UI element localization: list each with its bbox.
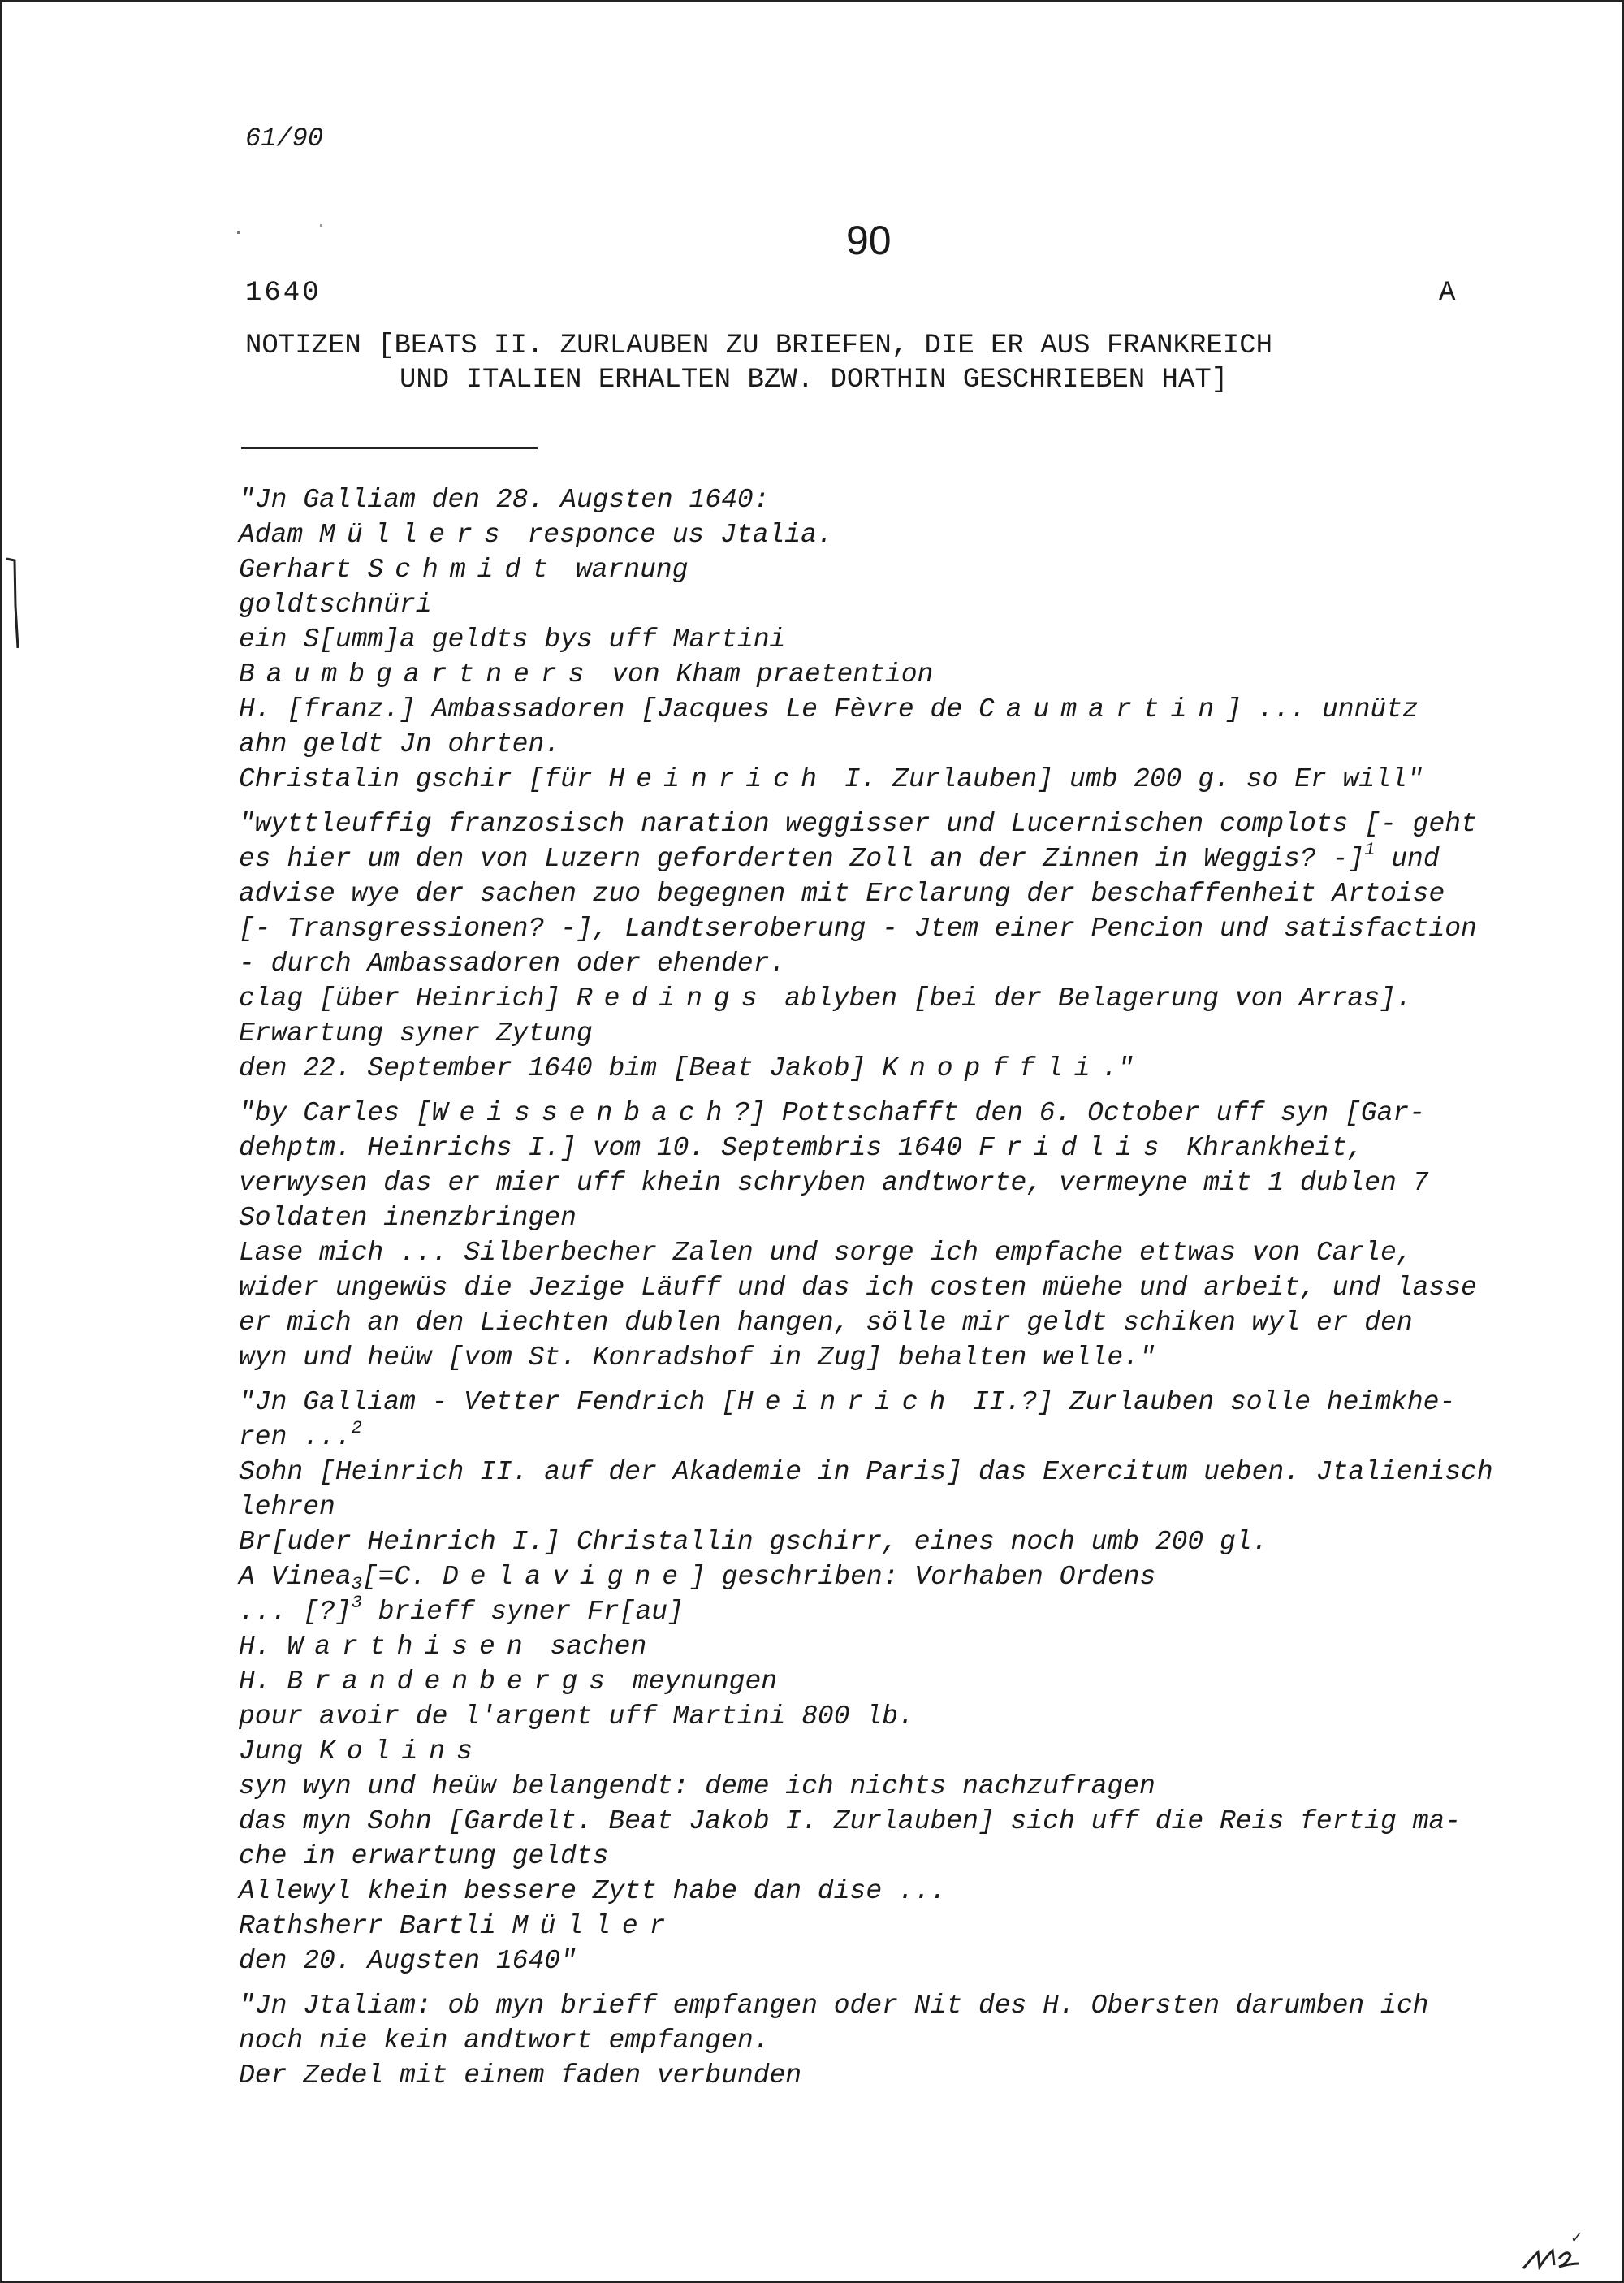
- document-letter: A: [1439, 278, 1456, 309]
- text-line: H. Warthisen sachen: [239, 1632, 647, 1662]
- text-line: "by Carles [Weissenbach?] Pottschafft den 6. October uff syn [Gar-: [239, 1098, 1426, 1128]
- text-line: Christalin gschir [für Heinrich I. Zurlauben] umb 200 g. so Er will": [239, 764, 1423, 794]
- paragraph-1: [239, 482, 1554, 797]
- spaced-name: Müller: [512, 1911, 677, 1941]
- text-line: Rathsherr Bartli Müller: [239, 1911, 677, 1941]
- spaced-name: Knopffli: [882, 1053, 1102, 1083]
- footnote-marker: 3: [351, 1593, 362, 1613]
- text-line: Lase mich ... Silberbecher Zalen und sorge ich empfache ettwas von Carle,: [239, 1238, 1413, 1268]
- text-line: wider ungewüs die Jezige Läuff und das ich costen müehe und arbeit, und lasse: [239, 1273, 1477, 1303]
- spaced-name: Fridlis: [978, 1133, 1171, 1163]
- text-line: ren ...$^2$: [239, 1418, 362, 1452]
- text-line: [- Transgressionen? -], Landtseroberung - Jtem einer Pencion und satisfaction: [239, 914, 1477, 944]
- text-line: advise wye der sachen zuo begegnen mit Erclarung der beschaffenheit Artoise: [239, 879, 1445, 909]
- text-line: den 22. September 1640 bim [Beat Jakob] Knopffli.": [239, 1053, 1134, 1083]
- footnote-marker: 2: [351, 1418, 362, 1438]
- text-line: Gerhart Schmidt warnung: [239, 555, 689, 585]
- text-line: Soldaten inenzbringen: [239, 1203, 577, 1233]
- spaced-name: Schmidt: [367, 555, 560, 585]
- spaced-name: Heinrich: [736, 1387, 957, 1417]
- text-line: Jung Kolins: [239, 1736, 484, 1766]
- text-line: clag [über Heinrich] Redings ablyben [bei der Belagerung von Arras].: [239, 984, 1412, 1014]
- page-number: 90: [846, 218, 892, 263]
- paragraph-4: [239, 1385, 1554, 1978]
- reference-number: 61/90: [245, 123, 324, 153]
- text-line: A Vinea$_3$[=C. Delavigne] geschriben: Vorhaben Ordens: [239, 1562, 1156, 1594]
- text-line: Adam Müllers responce us Jtalia.: [239, 520, 833, 550]
- text-line: "wyttleuffig franzosisch naration weggisser und Lucernischen complots [- geht: [239, 809, 1477, 839]
- text-line: goldtschnüri: [239, 590, 432, 620]
- spaced-name: Müllers: [319, 520, 512, 550]
- title-rule: [241, 447, 538, 449]
- spaced-name: Brandenbergs: [287, 1667, 617, 1697]
- text-line: "Jn Galliam den 28. Augsten 1640:: [239, 485, 770, 515]
- paragraph-2: [239, 806, 1554, 1086]
- text-line: ... [?]$^3$ brieff syner Fr[au]: [239, 1593, 684, 1627]
- scan-speck: [237, 231, 240, 234]
- document-body: [239, 482, 1554, 2093]
- text-line: Erwartung syner Zytung: [239, 1018, 593, 1049]
- text-line: noch nie kein andtwort empfangen.: [239, 2026, 770, 2056]
- spaced-name: Heinrich: [608, 764, 828, 794]
- text-line: Allewyl khein bessere Zytt habe dan dise ...: [239, 1876, 947, 1906]
- text-line: H. Brandenbergs meynungen: [239, 1667, 778, 1697]
- text-line: es hier um den von Luzern geforderten Zoll an der Zinnen in Weggis? -]$^1$ und: [239, 840, 1440, 874]
- text-line: "Jn Galliam - Vetter Fendrich [Heinrich II.?] Zurlauben solle heimkhe-: [239, 1387, 1456, 1417]
- document-title-line-2: UND ITALIEN ERHALTEN BZW. DORTHIN GESCHRIEBEN HAT]: [400, 365, 1229, 396]
- spaced-name: Caumartin: [978, 694, 1226, 724]
- spaced-name: Redings: [576, 984, 769, 1014]
- document-title-line-1: NOTIZEN [BEATS II. ZURLAUBEN ZU BRIEFEN, DIE ER AUS FRANKREICH: [245, 331, 1273, 361]
- text-line: das myn Sohn [Gardelt. Beat Jakob I. Zurlauben] sich uff die Reis fertig ma-: [239, 1806, 1462, 1836]
- text-line: Baumbgartners von Kham praetention: [239, 659, 934, 690]
- text-line: lehren: [239, 1492, 335, 1522]
- text-line: H. [franz.] Ambassadoren [Jacques Le Fèvre de Caumartin] ... unnütz: [239, 694, 1419, 724]
- spaced-name: Baumbgartners: [239, 659, 596, 690]
- text-line: dehptm. Heinrichs I.] vom 10. Septembris 1640 Fridlis Khrankheit,: [239, 1133, 1364, 1163]
- text-line: den 20. Augsten 1640": [239, 1946, 577, 1976]
- text-line: Sohn [Heinrich II. auf der Akademie in Paris] das Exercitum ueben. Jtalienisch: [239, 1457, 1493, 1487]
- paragraph-5: [239, 1988, 1554, 2093]
- text-line: verwysen das er mier uff khein schryben andtworte, vermeyne mit 1 dublen 7: [239, 1168, 1429, 1198]
- text-line: ahn geldt Jn ohrten.: [239, 729, 561, 759]
- text-line: pour avoir de l'argent uff Martini 800 lb.: [239, 1701, 914, 1732]
- text-line: er mich an den Liechten dublen hangen, sölle mir geldt schiken wyl er den: [239, 1308, 1413, 1338]
- margin-bracket-mark: [5, 557, 19, 651]
- text-line: "Jn Jtaliam: ob myn brieff empfangen oder Nit des H. Obersten darumben ich: [239, 1991, 1429, 2021]
- handwritten-check-mark: [1520, 2231, 1593, 2272]
- text-line: wyn und heüw [vom St. Konradshof in Zug] behalten welle.": [239, 1343, 1155, 1373]
- paragraph-3: [239, 1096, 1554, 1375]
- spaced-name: Weissenbach: [431, 1098, 734, 1128]
- text-line: syn wyn und heüw belangendt: deme ich nichts nachzufragen: [239, 1771, 1155, 1801]
- document-year: 1640: [245, 278, 322, 309]
- spaced-name: Kolins: [319, 1736, 484, 1766]
- text-line: - durch Ambassadoren oder ehender.: [239, 949, 786, 979]
- text-line: Br[uder Heinrich I.] Christallin gschirr, eines noch umb 200 gl.: [239, 1527, 1268, 1557]
- check-mark-glyph: ✓: [1570, 2231, 1583, 2246]
- footnote-marker: 1: [1364, 840, 1376, 860]
- spaced-name: Warthisen: [287, 1632, 534, 1662]
- text-line: ein S[umm]a geldts bys uff Martini: [239, 625, 786, 655]
- footnote-marker: 3: [351, 1574, 362, 1594]
- text-line: che in erwartung geldts: [239, 1841, 609, 1871]
- text-line: Der Zedel mit einem faden verbunden: [239, 2060, 802, 2091]
- spaced-name: Delavigne: [442, 1562, 690, 1592]
- scan-speck: [320, 224, 322, 227]
